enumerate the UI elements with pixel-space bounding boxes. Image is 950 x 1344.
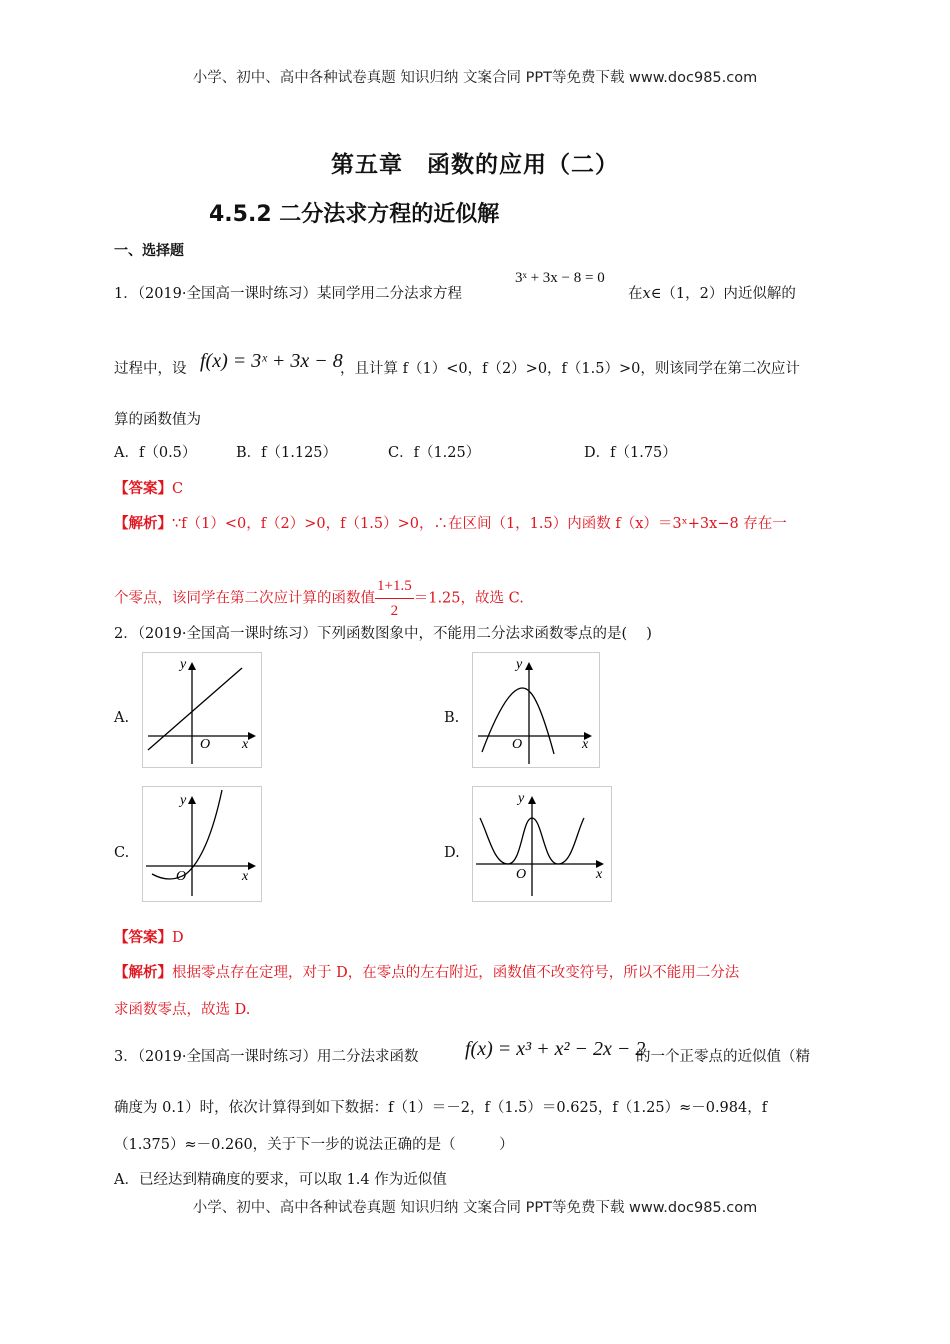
- function-curve: [148, 668, 242, 750]
- graph-b: [472, 652, 600, 768]
- q2-analysis-line1: 【解析】根据零点存在定理，对于 D，在零点的左右附近，函数值不改变符号，所以不能用二分法: [114, 964, 740, 981]
- q1-option-a: A．f（0.5）: [114, 445, 197, 461]
- graph-a: [142, 652, 262, 768]
- q1-option-d: D．f（1.75）: [584, 445, 677, 461]
- q2-answer: 【答案】D: [114, 929, 184, 946]
- q1-analysis-line1: 【解析】∵f（1）<0，f（2）>0，f（1.5）>0，∴在区间（1，1.5）内函数 f（x）＝3ˣ+3x−8 存在一: [114, 515, 787, 532]
- origin-label: O: [176, 869, 187, 884]
- q1-source: （2019·全国高一课时练习）某同学用二分法求方程: [137, 286, 462, 302]
- q2-stem: 2．（2019·全国高一课时练习）下列函数图象中，不能用二分法求函数零点的是( ): [114, 626, 652, 642]
- q1-fraction: $\frac{1+1.5}{2}$: [377, 578, 412, 619]
- footer-banner: 小学、初中、高中各种试卷真题 知识归纳 文案合同 PPT等免费下载 www.doc985.com: [192, 1200, 758, 1216]
- q1-equation: 3ˣ + 3x − 8 = 0: [515, 270, 605, 286]
- q1-number: 1．: [114, 286, 138, 302]
- x-label: x: [596, 867, 603, 882]
- q1-option-b: B．f（1.125）: [236, 445, 338, 461]
- q1-line1: [114, 284, 462, 304]
- origin-label: O: [512, 737, 523, 752]
- q1-line3: 算的函数值为: [114, 412, 201, 428]
- q1-function: f(x) = 3ˣ + 3x − 8: [200, 350, 343, 372]
- q3-function: f(x) = x³ + x² − 2x − 2: [465, 1038, 646, 1060]
- q2-analysis-line2: 求函数零点，故选 D.: [114, 1002, 251, 1018]
- q2-label-b: B.: [444, 710, 460, 726]
- q1-line2-pre: 过程中，设: [114, 361, 187, 377]
- q1-line1-tail: 在x∈（1，2）内近似解的: [628, 286, 796, 302]
- x-label: x: [582, 737, 589, 752]
- origin-label: O: [516, 867, 527, 882]
- q2-label-d: D.: [444, 845, 460, 861]
- graph-c: [142, 786, 262, 902]
- header-banner: 小学、初中、高中各种试卷真题 知识归纳 文案合同 PPT等免费下载 www.doc985.com: [192, 70, 758, 86]
- y-label: y: [180, 793, 187, 808]
- y-label: y: [516, 657, 523, 672]
- q1-option-c: C．f（1.25）: [388, 445, 481, 461]
- section-title: 4.5.2 二分法求方程的近似解: [209, 202, 500, 227]
- q2-label-c: C.: [114, 845, 130, 861]
- graph-d: [472, 786, 612, 902]
- q3-line1-post: 的一个正零点的近似值（精: [636, 1049, 810, 1065]
- q3-line1-pre: 3．（2019·全国高一课时练习）用二分法求函数: [114, 1049, 419, 1065]
- chapter-title: 第五章 函数的应用（二）: [331, 152, 619, 178]
- q1-answer: 【答案】C: [114, 480, 184, 497]
- section-heading: 一、选择题: [114, 243, 184, 259]
- x-label: x: [242, 737, 249, 752]
- origin-label: O: [200, 737, 211, 752]
- y-label: y: [518, 791, 525, 806]
- q3-line3: （1.375）≈－0.260，关于下一步的说法正确的是（ ）: [114, 1137, 514, 1153]
- y-label: y: [180, 657, 187, 672]
- q1-line2-post: ，且计算 f（1）<0，f（2）>0，f（1.5）>0，则该同学在第二次应计: [340, 361, 800, 377]
- q1-analysis-line2: 个零点，该同学在第二次应计算的函数值 $\frac{1+1.5}{2}$ ＝1.25，故选 C.: [114, 578, 524, 619]
- x-label: x: [242, 869, 249, 884]
- q3-line2: 确度为 0.1）时，依次计算得到如下数据：f（1）＝－2，f（1.5）＝0.625，f（1.25）≈－0.984，f: [114, 1100, 768, 1116]
- q3-option-a: A．已经达到精确度的要求，可以取 1.4 作为近似值: [114, 1172, 447, 1188]
- q2-label-a: A.: [114, 710, 130, 726]
